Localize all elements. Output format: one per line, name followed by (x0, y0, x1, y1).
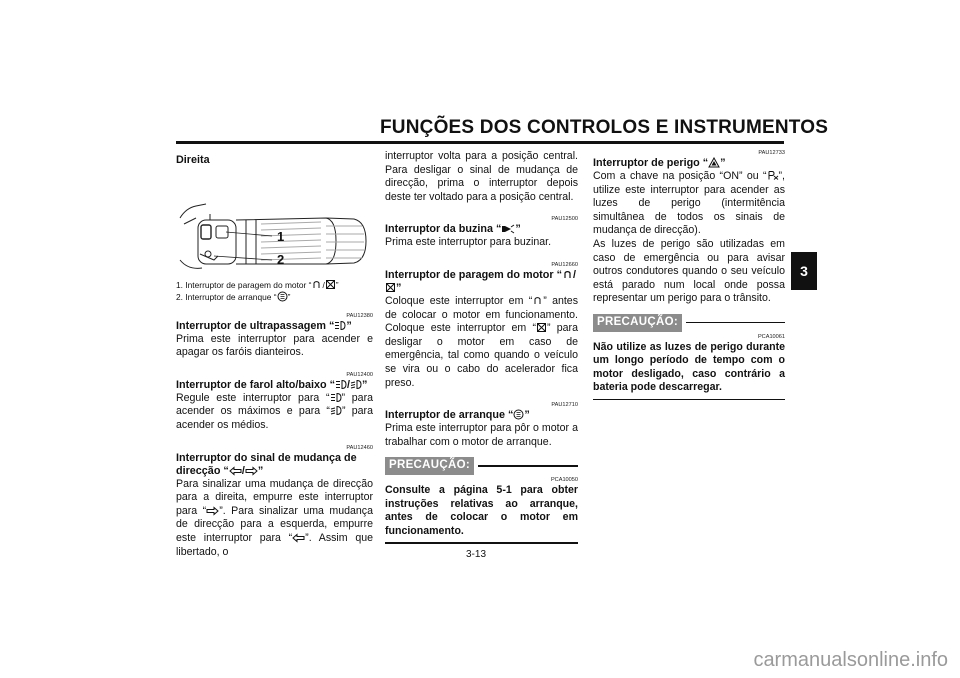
turn-left-icon (292, 533, 305, 543)
section-body-overtaking: Prima este interruptor para acender e apagar os faróis dianteiros. (176, 332, 373, 359)
caution-header (385, 457, 578, 475)
engine-run-icon (562, 269, 573, 280)
figure-caption-1: 1. Interruptor de paragem do motor “ / ” (176, 279, 339, 290)
starter-icon (277, 291, 288, 302)
section-code: PAU12710 (551, 402, 578, 409)
section-body-hazard: Com a chave na posição “ON” ou “ ”, utilize este interruptor para acender as luzes de perigo (intermitência simultânea de todos os sinais de mudança de direcção). (593, 170, 785, 237)
handlebar-right-illustration (176, 178, 373, 273)
section-body-starter: Prima este interruptor para pôr o motor a trabalhar com o motor de arranque. (385, 422, 578, 448)
caution-label: PRECAUÇÃO: (385, 457, 474, 475)
horn-icon (501, 224, 515, 234)
section-body-turn-signal-continued: interruptor volta para a posição central. Para desligar o sinal de mudança de direcção, prima o interruptor depois deste ter voltado para a posição central. (385, 150, 578, 203)
section-code: PAU12460 (346, 444, 373, 451)
watermark: carmanualsonline.info (753, 649, 948, 671)
section-code: PAU12660 (551, 261, 578, 268)
figure-label-2: 2 (277, 251, 285, 267)
section-code: PAU12400 (346, 371, 373, 378)
section-body-turn-signal: Para sinalizar uma mudança de direcção para a direita, empurre este interruptor para “ ”. Para sinalizar uma mudança de direcção para a esquerda, empurre este interruptor para “ ”. Assim que libertado, o (176, 477, 373, 558)
section-heading-engine-stop: Interruptor de paragem do motor “ /” (385, 268, 576, 294)
low-beam-icon (350, 379, 362, 390)
section-body-dimmer: Regule este interruptor para “ ” para acender os máximos e para “ ” para acender os médios. (176, 391, 373, 431)
section-code: PAU12500 (551, 216, 578, 223)
high-beam-icon (330, 392, 342, 403)
page-number: 3-13 (466, 549, 487, 560)
turn-right-icon (206, 506, 219, 516)
column-3 (593, 150, 785, 400)
header-rule (176, 141, 784, 144)
pass-light-icon (334, 320, 346, 331)
turn-left-icon (229, 466, 242, 476)
caution-code: PCA10061 (757, 333, 785, 340)
subheading-direita: Direita (176, 154, 210, 166)
engine-stop-icon (385, 282, 396, 293)
caution-rule (478, 465, 578, 467)
section-heading-starter: Interruptor de arranque “ ” (385, 409, 530, 422)
section-heading-horn: Interruptor da buzina “ ” (385, 223, 521, 236)
hazard-icon (708, 157, 720, 168)
caution-rule (686, 322, 785, 324)
section-heading-turn-signal: Interruptor do sinal de mudança de direcção “ / ” (176, 451, 357, 477)
handlebar-switch-figure (176, 178, 373, 273)
section-code: PAU12733 (758, 150, 785, 156)
section-body-horn: Prima este interruptor para buzinar. (385, 236, 552, 249)
engine-run-icon (311, 279, 322, 290)
parking-key-icon (767, 170, 779, 181)
engine-stop-icon (536, 322, 547, 333)
caution-text: Não utilize as luzes de perigo durante um longo período de tempo com o motor desligado, caso contrário a bateria pode descarregar. (593, 340, 785, 394)
section-heading-overtaking: Interruptor de ultrapassagem “ ” (176, 319, 352, 332)
engine-stop-icon (325, 279, 336, 290)
section-heading-dimmer: Interruptor de farol alto/baixo “ / ” (176, 378, 368, 391)
engine-run-icon (532, 295, 543, 306)
starter-icon (513, 409, 524, 420)
column-2 (385, 150, 578, 544)
caution-label: PRECAUÇÃO: (593, 314, 682, 332)
caution-bottom-rule (385, 542, 578, 544)
figure-caption-2: 2. Interruptor de arranque “ ” (176, 292, 291, 303)
page-title: FUNÇÕES DOS CONTROLOS E INSTRUMENTOS (380, 117, 829, 138)
caution-text: Consulte a página 5-1 para obter instruções relativas ao arranque, antes de colocar o motor em funcionamento. (385, 483, 578, 537)
section-heading-hazard: Interruptor de perigo “ ” (593, 157, 726, 169)
high-beam-icon (335, 379, 347, 390)
column-1 (176, 150, 373, 559)
caution-bottom-rule (593, 399, 785, 401)
figure-label-1: 1 (277, 228, 285, 244)
chapter-tab: 3 (791, 252, 817, 290)
section-code: PAU12380 (346, 312, 373, 319)
caution-code: PCA10050 (550, 476, 578, 483)
section-body-engine-stop: Coloque este interruptor em “ ” antes de colocar o motor em funcionamento. Coloque este interruptor em “ ” para desligar o motor em caso de emergência, tal como quando o veículo se vira ou o cabo do acelerador fica preso. (385, 294, 578, 389)
section-body-hazard-2: As luzes de perigo são utilizadas em caso de emergência ou para avisar outros condutores quando o seu veículo está parado num local onde possa representar um perigo para o trânsito. (593, 237, 785, 305)
caution-header (593, 314, 785, 332)
turn-right-icon (245, 466, 258, 476)
low-beam-icon (330, 405, 342, 416)
